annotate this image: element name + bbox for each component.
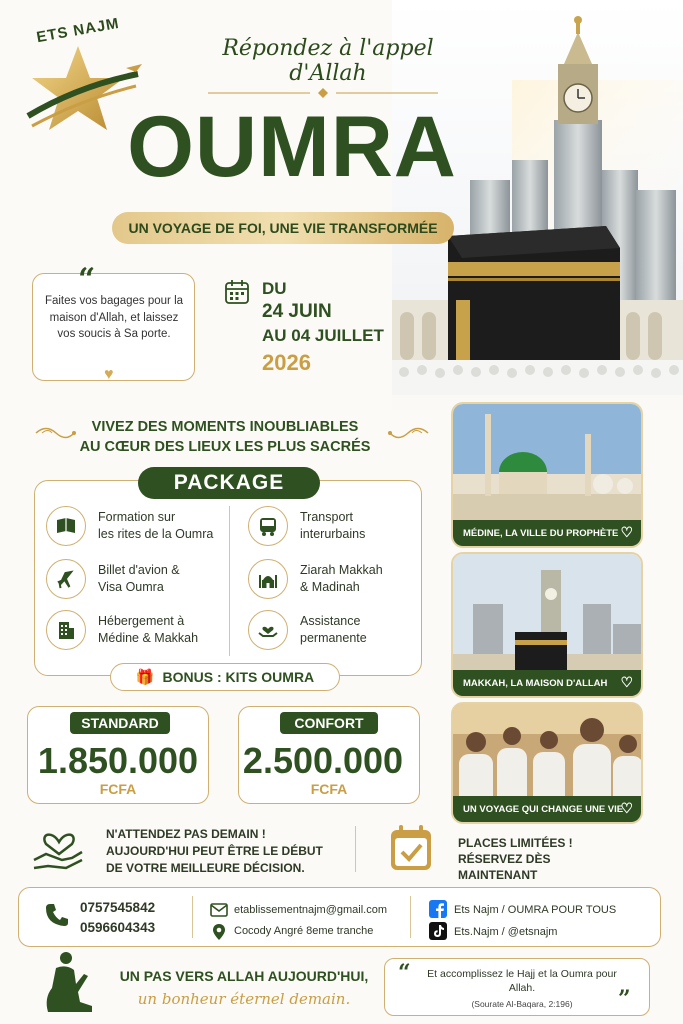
heart-hand-icon [32,820,86,872]
date-end: AU 04 JUILLET [262,326,384,345]
bus-icon [248,506,288,546]
photo-caption: MÉDINE, LA VILLE DU PROPHÈTE ♡ [453,520,641,546]
package-divider [229,506,230,656]
subtitle-text: UN VOYAGE DE FOI, UNE VIE TRANSFORMÉE [128,220,438,236]
package-item-flight [46,559,180,599]
contact-divider [192,896,193,938]
bonus-text: BONUS : KITS OUMRA [162,669,315,685]
package-item-label: Assistance permanente [300,614,367,645]
quote-open-icon: “ [398,960,411,986]
tagline-divider [208,88,438,98]
heart-outline-icon: ♡ [620,524,633,540]
location-pin-icon [212,923,226,941]
package-item-ziarah [248,559,383,599]
date-year: 2026 [262,350,311,375]
ornament-right-icon [388,422,430,444]
limited-places-message: PLACES LIMITÉES ! RÉSERVEZ DÈS MAINTENANT [458,836,573,883]
facebook-icon [429,900,447,918]
contact-box [18,887,661,947]
package-item-label: Billet d'avion & Visa Oumra [98,563,180,594]
quote-mark-icon: “ [78,262,96,297]
moments-heading [60,417,390,458]
package-item-assistance [248,610,367,650]
book-icon [46,506,86,546]
price-tag-confort: CONFORT [280,712,378,734]
footer-slogan-italic: un bonheur éternel demain. [137,990,351,1008]
heart-outline-icon: ♡ [620,674,633,690]
gift-icon: 🎁 [135,669,155,686]
package-item-label: Hébergement à Médine & Makkah [98,614,199,645]
subtitle-banner [112,212,454,244]
hotel-icon [46,610,86,650]
footer-slogan: UN PAS VERS ALLAH AUJOURD'HUI, [119,968,369,984]
heart-icon: ♥ [104,366,114,383]
bonus-badge [110,663,340,691]
mosque-icon [248,559,288,599]
tagline: Répondez à l'appel d'Allah [222,36,434,86]
package-item-hebergement [46,610,198,650]
quote-close-icon: ” [618,986,631,1012]
package-item-label: Formation sur les rites de la Oumra [98,510,214,541]
quote-text: Faites vos bagages pour la maison d'Allah, et laissez vos soucis à Sa porte. [44,295,184,341]
photo-caption: MAKKAH, LA MAISON D'ALLAH ♡ [453,670,641,696]
calendar-icon [224,279,250,305]
care-icon [248,610,288,650]
heart-outline-icon: ♡ [620,800,633,816]
price-currency-standard: FCFA [99,781,137,797]
phone-2[interactable]: 0596604343 [80,920,156,935]
verse-source: (Sourate Al-Baqara, 2:196) [471,999,573,1009]
photo-pilgrims [451,702,643,824]
tiktok-link[interactable]: Ets.Najm / @etsnajm [454,926,558,938]
price-value-confort: 2.500.000 [242,740,404,781]
price-tag-standard: STANDARD [70,712,170,734]
brand-name: ETS NAJM [35,14,121,47]
date-from-label: DU [262,279,287,298]
calendar-check-icon [389,824,433,872]
tiktok-icon [429,922,447,940]
price-value-standard: 1.850.000 [37,740,199,781]
contact-divider [410,896,411,938]
date-start: 24 JUIN [262,301,332,322]
package-item-label: Ziarah Makkah & Madinah [300,563,383,594]
photo-caption: UN VOYAGE QUI CHANGE UNE VIE ♡ [453,796,641,822]
cta-divider [355,826,356,872]
address-text: Cocody Angré 8eme tranche [234,925,374,937]
cta-message: N'ATTENDEZ PAS DEMAIN ! AUJOURD'HUI PEUT ÊTRE LE DÉBUT DE VOTRE MEILLEURE DÉCISION. [106,827,323,875]
package-item-transport [248,506,365,546]
photo-medine [451,402,643,548]
price-currency-confort: FCFA [310,781,348,797]
moments-line-2: AU CŒUR DES LIEUX LES PLUS SACRÉS [79,439,371,456]
email-link[interactable]: etablissementnajm@gmail.com [234,904,388,916]
facebook-link[interactable]: Ets Najm / OUMRA POUR TOUS [454,904,617,916]
moments-line-1: VIVEZ DES MOMENTS INOUBLIABLES [91,419,359,435]
airplane-icon [46,559,86,599]
page-title: OUMRA [127,99,457,195]
praying-person-icon [42,950,94,1012]
email-icon [210,903,228,917]
package-item-label: Transport interurbains [300,510,366,541]
phone-1[interactable]: 0757545842 [80,900,156,915]
phone-icon [44,902,70,928]
package-title: PACKAGE [138,467,320,499]
photo-makkah [451,552,643,698]
package-item-formation [46,506,213,546]
verse-text: Et accomplissez le Hajj et la Oumra pour Allah. [427,968,617,994]
